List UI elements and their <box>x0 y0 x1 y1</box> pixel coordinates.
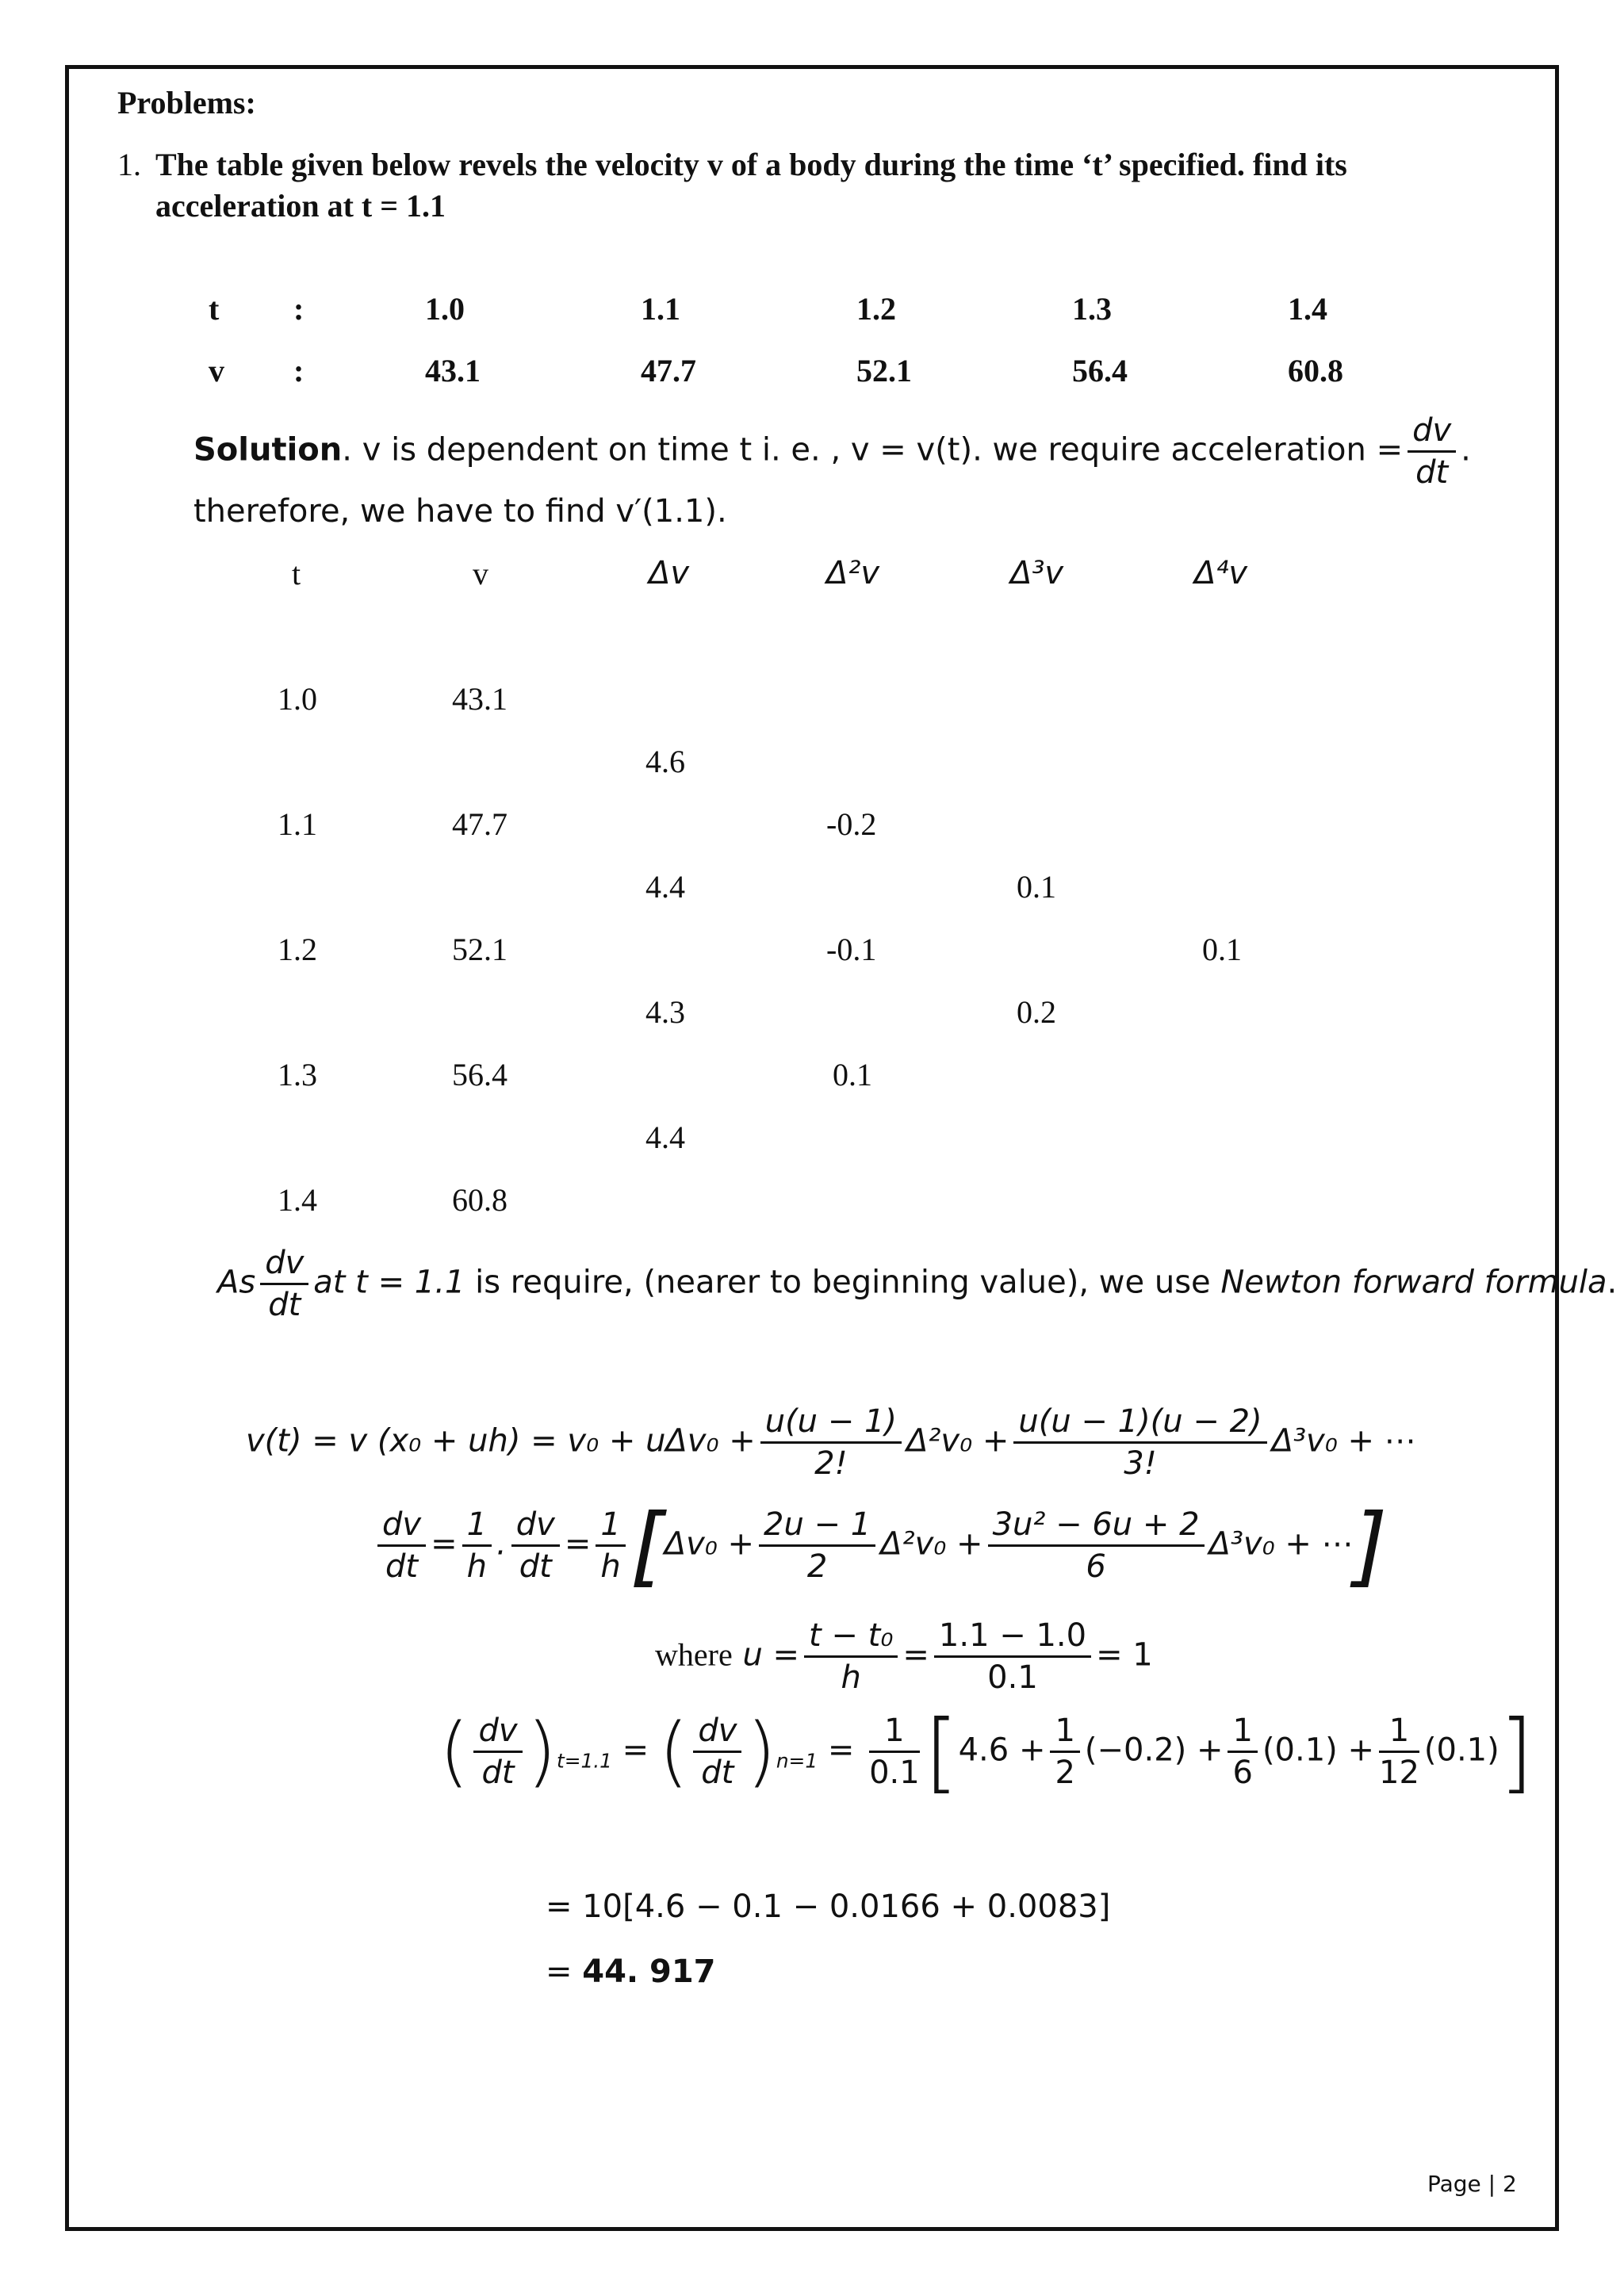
eq1-frac2: $\frac{u(u - 1)(u - 2)}{3!}$ <box>1013 1403 1266 1482</box>
eq1-frac1: $\frac{u(u - 1)}{2!}$ <box>760 1403 902 1482</box>
given-t-label: t <box>209 291 220 327</box>
left-bracket: [ <box>630 1494 665 1597</box>
dt-header-t: t <box>292 556 301 591</box>
result-value: 44. 917 <box>582 1954 716 1990</box>
given-t-cell: 1.0 <box>425 291 465 327</box>
equation-forward-formula: v(t) = v (x₀ + uh) = v₀ + uΔv₀ + $\frac{u(u - 1)}{2!}$ Δ²v₀ + $\frac{u(u - 1)(u - 2)}{3!}$ Δ³v₀ + ⋯ <box>246 1403 1416 1482</box>
dt-d1-cell: 4.4 <box>645 869 685 905</box>
dt-t-cell: 1.0 <box>278 681 317 717</box>
dt-v-cell: 43.1 <box>452 681 508 717</box>
given-v-sep: : <box>293 353 304 388</box>
equation-derivative: $\frac{dv}{dt}$ = $\frac{1}{h}$ . $\frac{dv}{dt}$ = $\frac{1}{h}$ [Δv₀ + $\frac{2u - 1}{2}$ Δ²v₀ + $\frac{\text{3u² − 6u + 2}}{6}$ Δ³v₀ + ⋯] <box>373 1506 1388 1585</box>
formula-name: Newton forward formula <box>1220 1264 1607 1301</box>
solution-label: Solution <box>193 431 343 469</box>
equation-substitution: ( $\frac{dv}{dt}$ )$_{t=1.1}$ = ( $\frac{dv}{dt}$ )$_{n=1}$ = $\frac{1}{0.1}$ [4.6 + $\frac{1}{2}$ (−0.2) + $\frac{1}{6}$ (0.1) + $\frac{1}{12}$ (0.1)] <box>439 1701 1534 1803</box>
given-t-sep: : <box>293 291 304 327</box>
problem-text-line2: acceleration at t = 1.1 <box>155 188 446 224</box>
given-v-cell: 43.1 <box>425 353 481 388</box>
solution-text1: . v is dependent on time t i. e. , v = v(t). we require acceleration = <box>342 431 1404 469</box>
dt-header-d2: Δ²v <box>826 555 880 591</box>
dt-d1-cell: 4.6 <box>645 744 685 779</box>
problem-number: 1. <box>117 147 141 182</box>
method-text: is require, (nearer to beginning value), we use <box>465 1264 1221 1301</box>
page-number: Page | 2 <box>1427 2171 1517 2197</box>
method-line: As $\frac{dv}{dt}$ at t = 1.1 is require, (nearer to beginning value), we use Newton forward formula. <box>217 1245 1618 1323</box>
section-heading: Problems: <box>117 85 256 121</box>
given-t-cell: 1.1 <box>641 291 680 327</box>
dt-d1-cell: 4.3 <box>645 994 685 1030</box>
dt-t-cell: 1.3 <box>278 1057 317 1093</box>
given-t-cell: 1.4 <box>1288 291 1327 327</box>
given-v-cell: 47.7 <box>641 353 696 388</box>
dt-t-cell: 1.2 <box>278 932 317 967</box>
solution-line1: Solution. v is dependent on time t i. e. , v = v(t). we require acceleration = $\frac{dv}{dt}$ . <box>193 412 1471 491</box>
dt-d1-cell: 4.4 <box>645 1119 685 1155</box>
dt-t-cell: 1.1 <box>278 806 317 842</box>
dt-d2-cell: -0.1 <box>826 932 877 967</box>
equation-u-value: where u = $\frac{\text{t − t₀}}{h}$ = $\frac{1.1 - 1.0}{0.1}$ = 1 <box>655 1617 1153 1696</box>
dt-v-cell: 60.8 <box>452 1182 508 1218</box>
as-prefix: As <box>217 1264 256 1301</box>
dt-header-d1: Δv <box>649 555 690 591</box>
equation-numeric: = 10[4.6 − 0.1 − 0.0166 + 0.0083] <box>546 1888 1111 1925</box>
dt-header-d4: Δ⁴v <box>1194 555 1248 591</box>
right-bracket: ] <box>1353 1494 1388 1597</box>
given-v-cell: 52.1 <box>856 353 912 388</box>
given-t-cell: 1.3 <box>1072 291 1112 327</box>
dt-d4-cell: 0.1 <box>1202 932 1242 967</box>
given-t-cell: 1.2 <box>856 291 896 327</box>
dt-v-cell: 56.4 <box>452 1057 508 1093</box>
dt-d2-cell: -0.2 <box>826 806 877 842</box>
given-v-label: v <box>209 353 224 388</box>
dt-d2-cell: 0.1 <box>833 1057 872 1093</box>
dt-t-cell: 1.4 <box>278 1182 317 1218</box>
given-v-cell: 60.8 <box>1288 353 1343 388</box>
problem-text-line1: The table given below revels the velocity v of a body during the time ‘t’ specified. find its <box>155 147 1347 182</box>
dvdt-fraction: $\frac{dv}{dt}$ <box>260 1245 308 1323</box>
given-v-cell: 56.4 <box>1072 353 1128 388</box>
dt-v-cell: 47.7 <box>452 806 508 842</box>
solution-line2: therefore, we have to find v′(1.1). <box>193 493 727 530</box>
acceleration-fraction: $\frac{dv}{dt}$ <box>1408 412 1456 491</box>
dt-header-v: v <box>473 556 488 591</box>
dt-d3-cell: 0.2 <box>1017 994 1056 1030</box>
dt-d3-cell: 0.1 <box>1017 869 1056 905</box>
dt-v-cell: 52.1 <box>452 932 508 967</box>
final-result: = 44. 917 <box>546 1954 716 1990</box>
at-t-text: at t = 1.1 <box>313 1264 465 1301</box>
dt-header-d3: Δ³v <box>1010 555 1064 591</box>
